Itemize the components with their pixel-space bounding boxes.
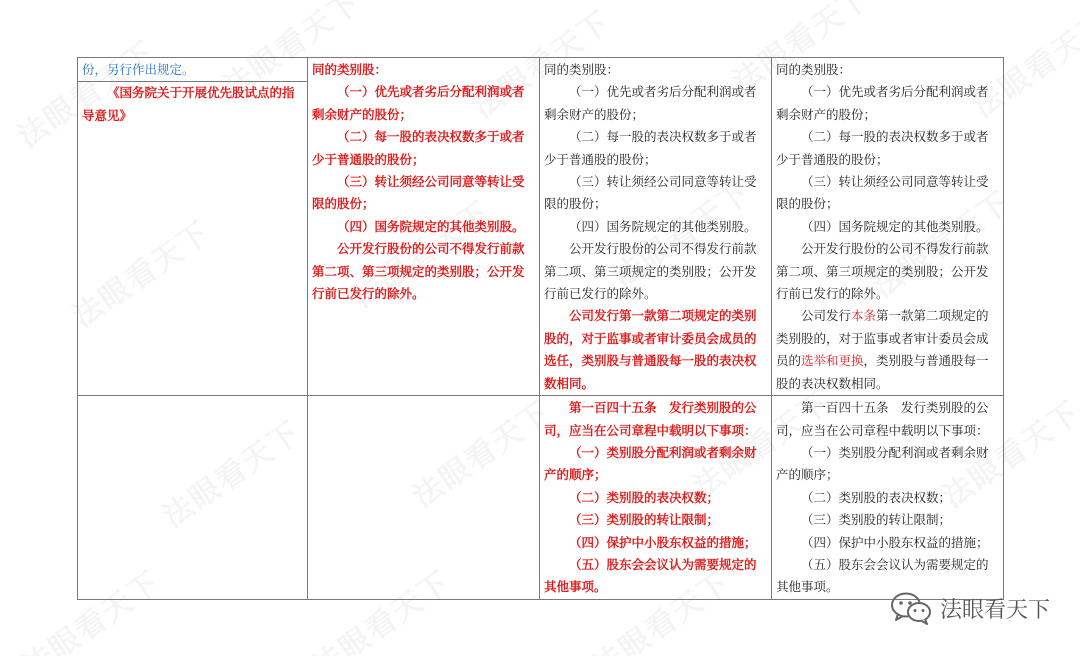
cell-text: （三）转让须经公司同意等转让受限的股份； [312,174,525,212]
cell-text: （四）保护中小股东权益的措施； [569,534,757,550]
cell-text: 第一百四十五条 发行类别股的公司，应当在公司章程中载明以下事项： [544,400,757,438]
text-span: 第一款第二项规定的类别股的，对于监事或者审计委员会成员的 [776,308,989,369]
table-row [78,58,1004,396]
cell-text: （五）股东会会议认为需要规定的其他事项。 [776,556,989,595]
cell-text: （四）国务院规定的其他类别股。 [801,218,989,234]
cell-text: （一）类别股分配利润或者剩余财产的顺序； [776,444,989,483]
cell-text: （一）优先或者劣后分配利润或者剩余财产的股份； [776,84,989,122]
cell-text: （一）优先或者劣后分配利润或者剩余财产的股份； [312,84,525,122]
cell-text: （二）每一股的表决权数多于或者少于普通股的股份； [312,129,525,167]
cell-text [776,305,999,395]
cell-text: 同的类别股： [776,62,852,77]
cell-text: （二）类别股的表决权数； [569,489,720,505]
account-name: 法眼看天下 [939,597,1050,623]
table-cell [308,58,540,396]
cell-text: （五）股东会会议认为需要规定的其他事项。 [544,556,757,595]
table-cell [772,396,1004,600]
highlight-span: 本条 [851,308,877,324]
text-span: ，类别股与普通股每一股的表决权数相同。 [776,353,989,391]
cell-text: 第一百四十五条 发行类别股的公司，应当在公司章程中载明以下事项： [776,400,989,438]
cell-text: （四）国务院规定的其他类别股。 [337,218,525,234]
comparison-table [77,57,1004,600]
cell-text: （四）国务院规定的其他类别股。 [569,218,757,234]
cell-text: 同的类别股： [312,62,388,77]
highlight-span: 选举和更换 [801,353,864,369]
table-cell [78,58,308,396]
cell-text: 公司发行第一款第二项规定的类别股的，对于监事或者审计委员会成员的选任，类别股与普通股每一股的表决权数相同。 [544,308,757,391]
table-cell [540,58,772,396]
table-row [78,396,1004,600]
cell-text: 份，另行作出规定。 [82,62,195,77]
cell-text: （三）类别股的转让限制； [569,512,720,528]
table-cell [540,396,772,600]
cell-text: （三）转让须经公司同意等转让受限的股份； [544,174,757,212]
cell-text: 公开发行股份的公司不得发行前款第二项、第三项规定的类别股；公开发行前已发行的除外。 [312,241,525,302]
document-title: 《国务院关于开展优先股试点的指导意见》 [82,85,295,123]
cell-text: （一）优先或者劣后分配利润或者剩余财产的股份； [544,84,757,122]
wechat-icon [890,591,932,625]
cell-text: （三）类别股的转让限制； [801,512,952,528]
cell-text: （二）类别股的表决权数； [801,489,952,505]
cell-text: 公开发行股份的公司不得发行前款第二项、第三项规定的类别股；公开发行前已发行的除外。 [776,241,989,302]
cell-text: （一）类别股分配利润或者剩余财产的顺序； [544,444,757,483]
cell-text: （二）每一股的表决权数多于或者少于普通股的股份； [776,129,989,167]
table-cell [78,396,308,600]
text-span: 公司发行 [801,308,852,324]
cell-text: （四）保护中小股东权益的措施； [801,534,989,550]
table-cell [308,396,540,600]
cell-text: 公开发行股份的公司不得发行前款第二项、第三项规定的类别股；公开发行前已发行的除外。 [544,241,757,302]
cell-text: 同的类别股： [544,62,620,77]
table-cell [772,58,1004,396]
cell-text: （二）每一股的表决权数多于或者少于普通股的股份； [544,129,757,167]
account-footer [890,591,1050,625]
cell-text: （三）转让须经公司同意等转让受限的股份； [776,174,989,212]
